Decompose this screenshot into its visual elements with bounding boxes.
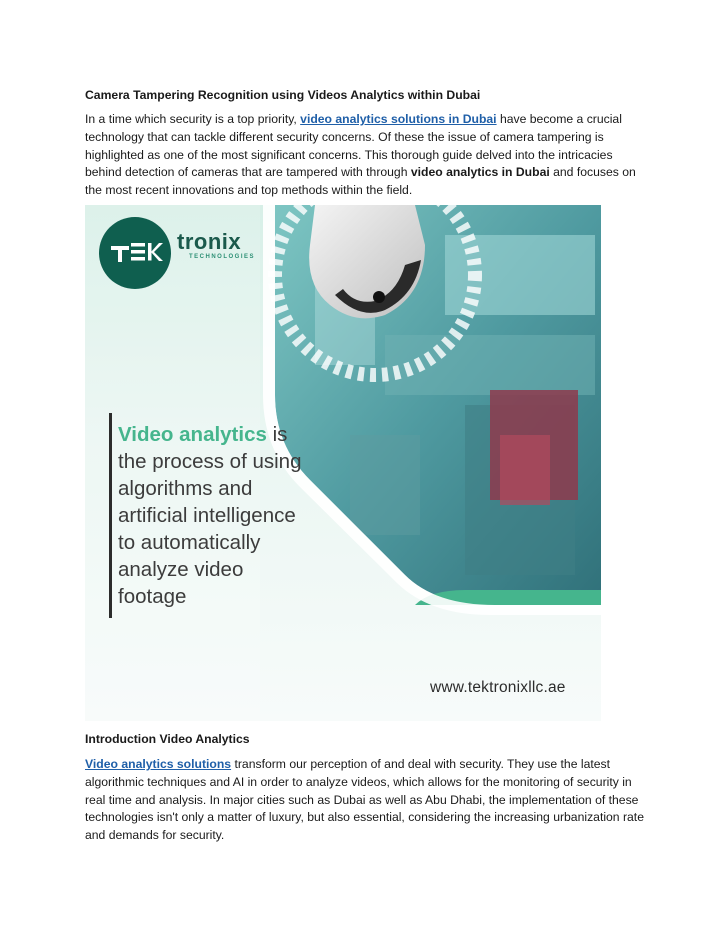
para-line: and demands for security. (85, 828, 225, 843)
tagline-line: the process of using (118, 450, 302, 473)
para-line: real time and analysis. In major cities such as Dubai as well as Abu Dhabi, the implementation of these (85, 792, 639, 807)
para-line: algorithmic techniques and AI in order to analyze videos, which allows for the monitoring of security in (85, 774, 632, 789)
para-text: In a time which security is a top priority, (85, 112, 297, 126)
para-text: transform our perception of and deal with security. They use the latest (234, 757, 610, 771)
para-line: the most recent innovations and top methods within the field. (85, 183, 413, 198)
tagline-line: artificial intelligence (118, 504, 296, 527)
para-line: technology that can tackle different security concerns. Of these the issue of camera tampering is (85, 129, 604, 144)
banner-tagline (118, 421, 301, 610)
logo-subtitle: TECHNOLOGIES (189, 254, 256, 260)
banner-website-url: www.tektronixllc.ae (430, 679, 566, 696)
para-line: highlighted as one of the most significant concerns. This thorough guide delved into the intricacies (85, 147, 613, 162)
para-line (85, 756, 645, 774)
tagline-vertical-rule (109, 413, 112, 618)
tektronix-banner-image (85, 205, 601, 721)
video-analytics-solutions-link[interactable]: Video analytics solutions (85, 757, 232, 771)
tagline-accent: Video analytics (118, 423, 267, 446)
tektronix-logo-mark (99, 217, 171, 289)
section-title-introduction: Introduction Video Analytics (85, 732, 250, 746)
para-line (85, 111, 645, 129)
tagline-line: analyze video (118, 558, 244, 581)
section-title-camera-tampering: Camera Tampering Recognition using Videos Analytics within Dubai (85, 88, 481, 102)
para-text: behind detection of cameras that are tampered with through (85, 165, 408, 180)
logo-tek-icon (99, 217, 171, 289)
para-text: have become a crucial (499, 112, 622, 126)
tagline-line: algorithms and (118, 477, 253, 500)
tagline-line: to automatically (118, 531, 261, 554)
logo-main-text: tronix (177, 229, 242, 254)
bold-term: video analytics in Dubai (410, 165, 550, 180)
para-line (85, 164, 645, 182)
logo-wordmark (177, 229, 241, 255)
tagline-text: is (272, 423, 288, 446)
tagline-line: footage (118, 585, 187, 608)
intro-paragraph (85, 111, 645, 200)
para-line: technologies isn't only a matter of luxury, but also essential, considering the increasing urbanization rate (85, 810, 644, 825)
video-analytics-dubai-link[interactable]: video analytics solutions in Dubai (300, 112, 497, 126)
para-text: and focuses on (553, 165, 636, 180)
introduction-paragraph (85, 756, 645, 845)
tagline-line (118, 421, 301, 448)
